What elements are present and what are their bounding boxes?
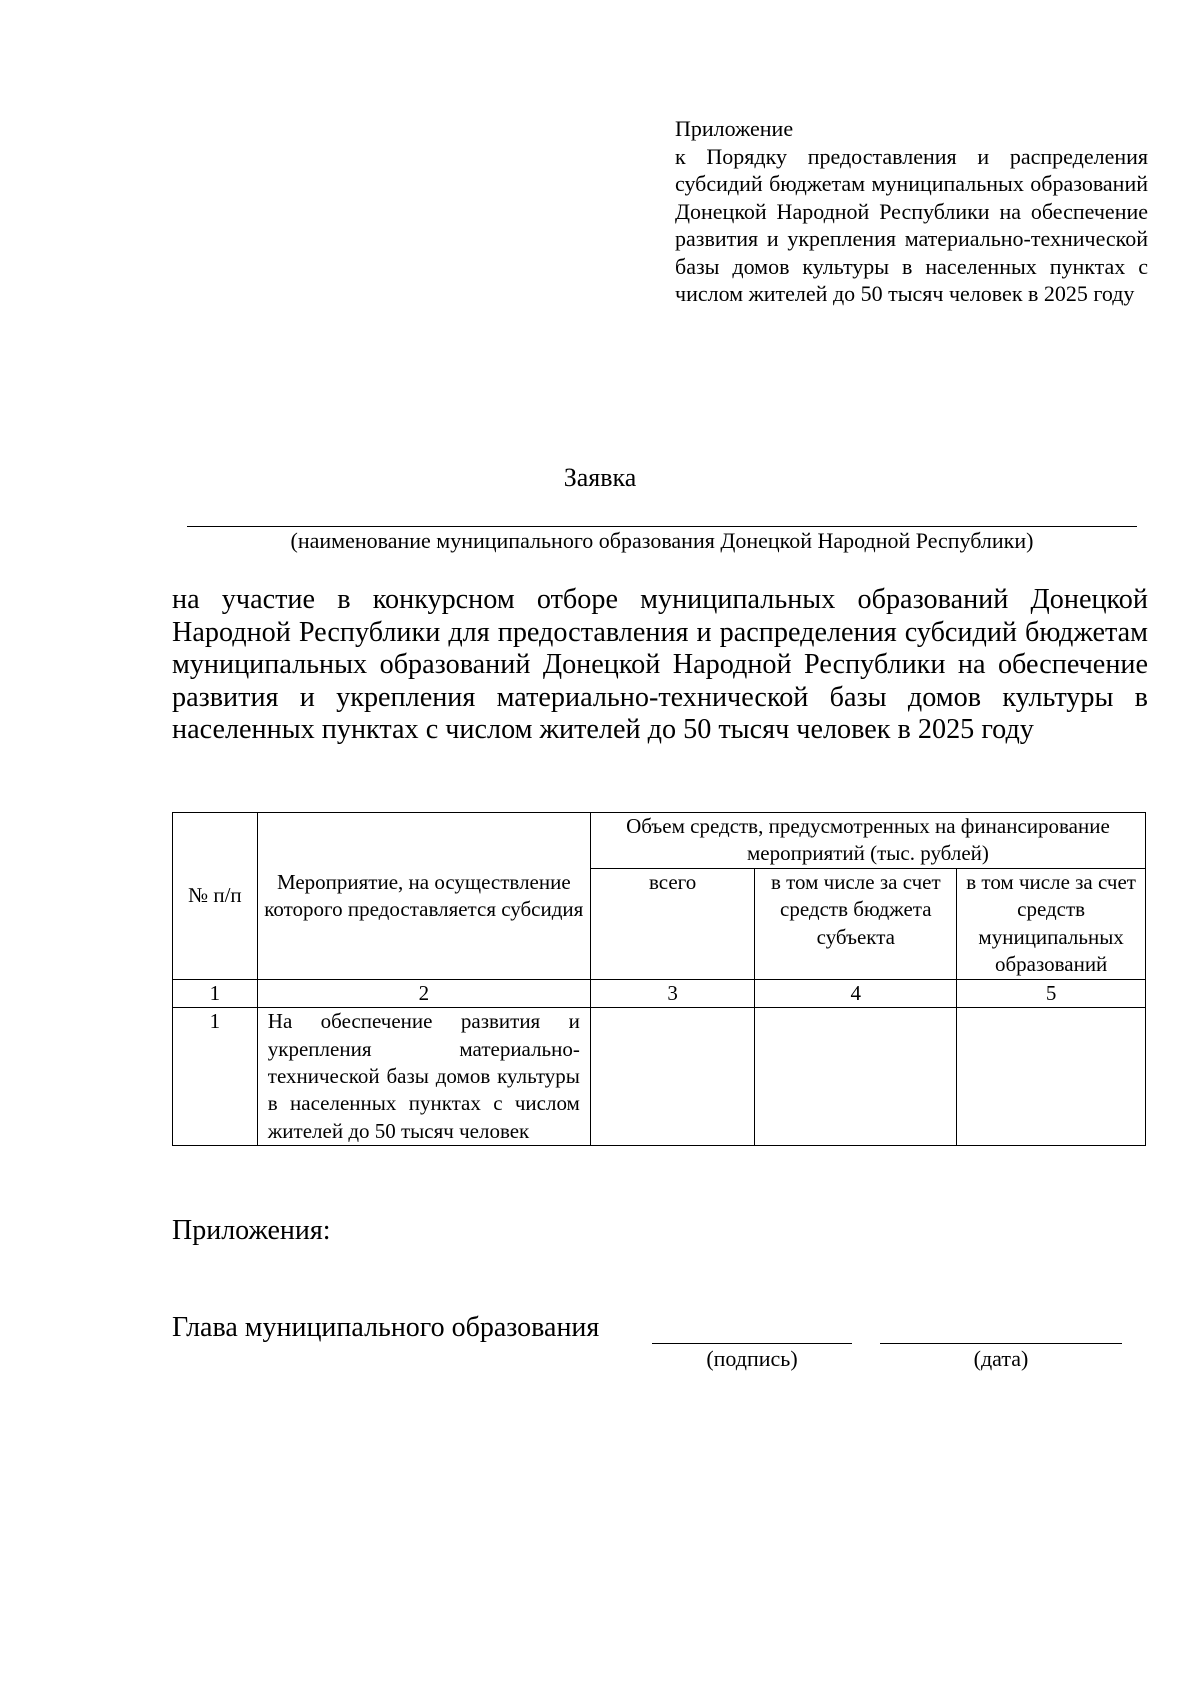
row-municipal-cell[interactable] [957, 1008, 1146, 1146]
column-numbers-row [173, 979, 1146, 1007]
header-municipal: в том числе за счет средств муниципальных образований [957, 868, 1146, 979]
municipality-name-caption: (наименование муниципального образования Донецкой Народной Республики) [290, 528, 1034, 553]
row-event: На обеспечение развития и укрепления материально-технической базы домов культуры в населенных пунктах с числом жителей до 50 тысяч человек [257, 1008, 590, 1146]
header-total: всего [590, 868, 755, 979]
row-subject-budget-cell[interactable] [755, 1008, 957, 1146]
header-subject-budget: в том числе за счет средств бюджета субъекта [755, 868, 957, 979]
participation-text: на участие в конкурсном отборе муниципальных образований Донецкой Народной Республики для предоставления и распределения субсидий бюджетам муниципальных образований Донецкой Народной Республики на обеспечение развития и укрепления материально-технической базы домов культуры в населенных пунктах с числом жителей до 50 тысяч человек в 2025 году [172, 584, 1148, 745]
column-number-2: 2 [257, 979, 590, 1007]
column-number-4: 4 [755, 979, 957, 1007]
table-header-row [173, 813, 1146, 869]
table-row [173, 1008, 1146, 1146]
attachments-label: Приложения: [172, 1215, 331, 1246]
row-total-cell[interactable] [590, 1008, 755, 1146]
signature-line [652, 1343, 852, 1344]
header-number: № п/п [173, 813, 258, 980]
municipality-name-line [187, 526, 1137, 527]
column-number-1: 1 [173, 979, 258, 1007]
header-funds-group: Объем средств, предусмотренных на финансирование мероприятий (тыс. рублей) [590, 813, 1145, 869]
header-event: Мероприятие, на осуществление которого предоставляется субсидия [257, 813, 590, 980]
funds-table [172, 812, 1146, 1146]
head-of-municipality-label: Глава муниципального образования [172, 1312, 600, 1343]
column-number-3: 3 [590, 979, 755, 1007]
date-caption: (дата) [973, 1346, 1029, 1371]
signature-caption: (подпись) [706, 1346, 798, 1371]
appendix-block [675, 115, 1148, 308]
appendix-text: к Порядку предоставления и распределения субсидий бюджетам муниципальных образований Донецкой Народной Республики на обеспечение развития и укрепления материально-технической базы домов культуры в населенных пунктах с числом жителей до 50 тысяч человек в 2025 году [675, 143, 1148, 306]
appendix-first-line: Приложение [675, 116, 794, 141]
document-title: Заявка [563, 463, 637, 492]
row-number: 1 [173, 1008, 258, 1146]
column-number-5: 5 [957, 979, 1146, 1007]
date-line [880, 1343, 1122, 1344]
